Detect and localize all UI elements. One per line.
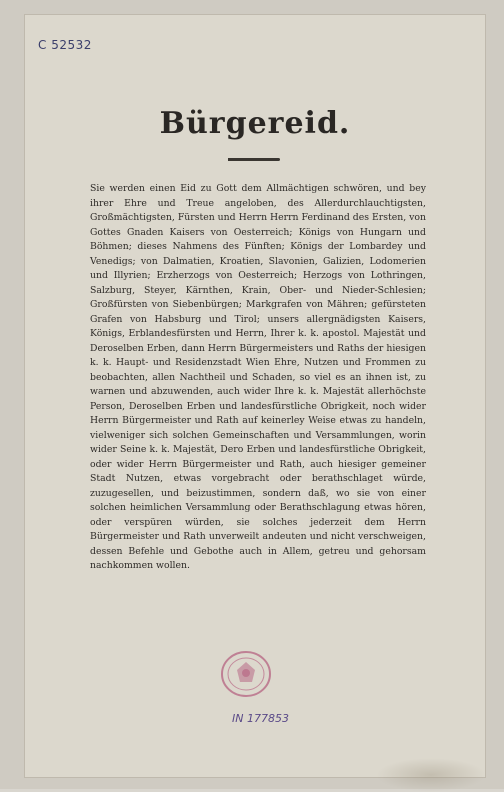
paper-sheet (24, 14, 486, 778)
library-stamp-seal (219, 648, 273, 700)
oath-text (90, 182, 426, 574)
title-ornament-rule (228, 158, 280, 161)
inventory-number-annotation: IN 177853 (232, 712, 289, 725)
oath-paragraph: Sie werden einen Eid zu Gott dem Allmächtigen schwören, und bey ihrer Ehre und Treue angeloben, des Allerdurchlauchtigsten, Großmächtigsten, Fürsten und Herrn Herrn Ferdinand des Ersten, von Gottes Gnaden Kaisers von Oesterreich; Königs von Hungarn und Böhmen; dieses Nahmens des Fünften; Königs der Lombardey und Venedigs; von Dalmatien, Kroatien, Slavonien, Galizien, Lodomerien und Illyrien; Erzherzogs von Oesterreich; Herzogs von Lothringen, Salzburg, Steyer, Kärnthen, Krain, Ober- und Nieder-Schlesien; Großfürsten von Siebenbürgen; Markgrafen von Mähren; gefürsteten Grafen von Habsburg und Tirol; unsers allergnädigsten Kaisers, Königs, Erblandesfürsten und Herrn, Ihrer k. k. apostol. Majestät und Deroselben Erben, dann Herrn Bürgermeisters und Raths der hiesigen k. k. Haupt- und Residenzstadt Wien Ehre, Nutzen und Frommen zu beobachten, allen Nachtheil und Schaden, so viel es an ihnen ist, zu warnen und abzuwenden, auch wider Ihre k. k. Majestät allerhöchste Person, Deroselben Erben und landesfürstliche Obrigkeit, noch wider Herrn Bürgermeister und Rath auf keinerley Weise etwas zu handeln, vielweniger sich solchen Gemeinschaften und Versammlungen, worin wider Seine k. k. Majestät, Dero Erben und landesfürstliche Obrigkeit, oder wider Herrn Bürgermeister und Rath, auch hiesiger gemeiner Stadt Nutzen, etwas vorgebracht oder berathschlaget würde, zuzugesellen, und beizustimmen, sondern daß, wo sie von einer solchen heimlichen Versammlung oder Berathschlagung etwas hören, oder verspüren würden, sie solches jederzeit dem Herrn Bürgermeister und Rath unverweilt andeuten und nicht verschweigen, dessen Befehle und Gebothe auch in Allem, getreu und gehorsam nachkommen wollen. (90, 183, 426, 571)
paper-stain (376, 758, 486, 792)
document-title: Bürgereid. (159, 106, 351, 141)
shelfmark-annotation: C 52532 (38, 38, 92, 52)
